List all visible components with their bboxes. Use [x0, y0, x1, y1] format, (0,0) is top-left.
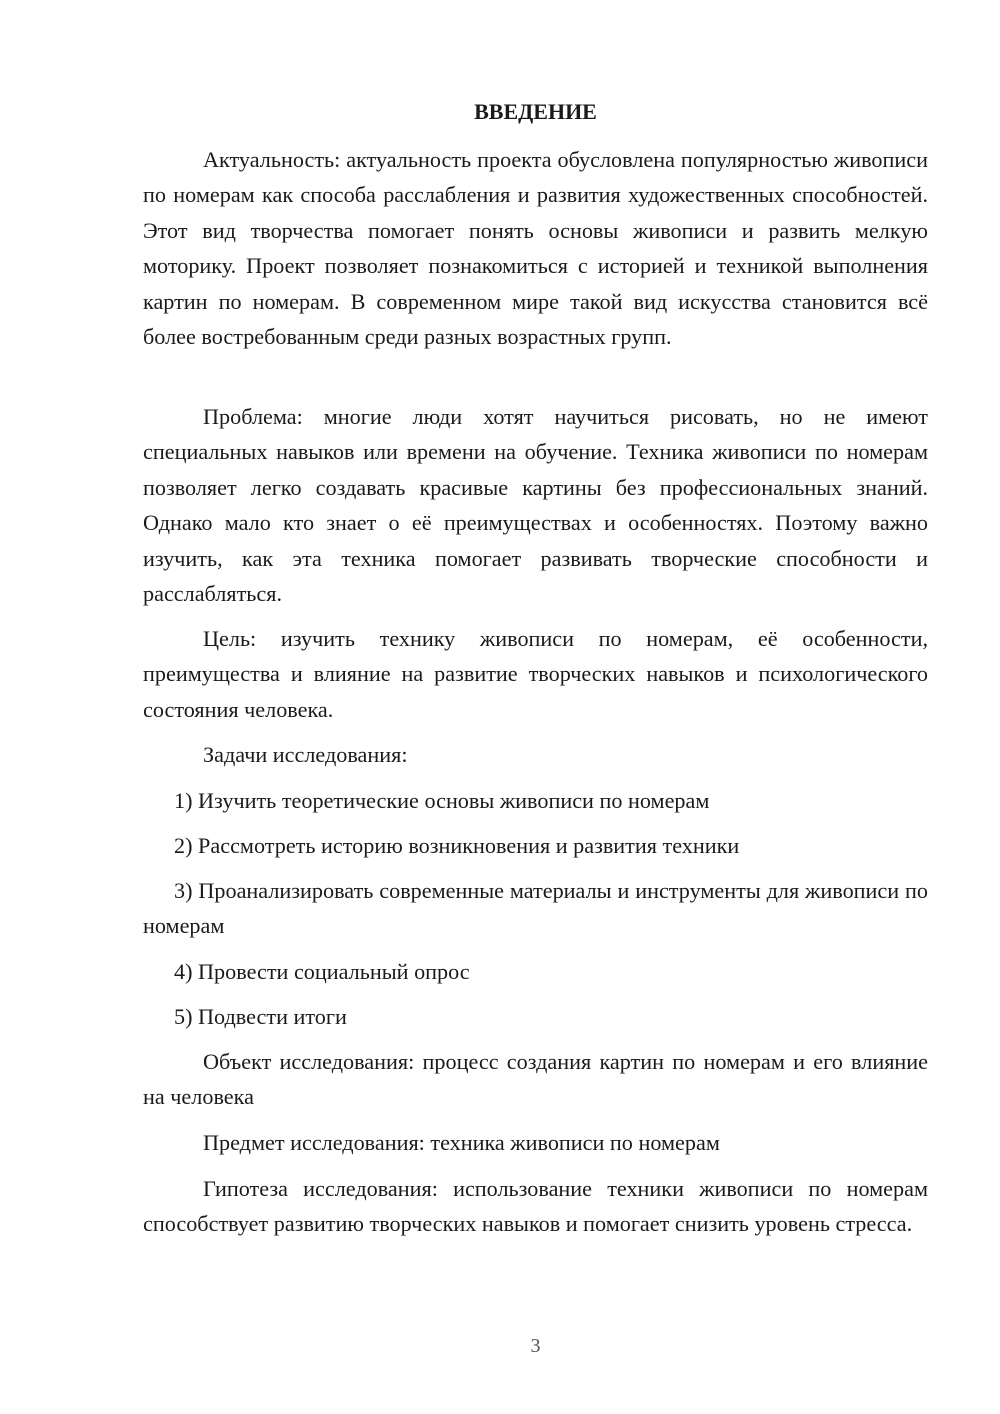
section-heading: ВВЕДЕНИЕ [474, 99, 597, 124]
paragraph-relevance: Актуальность: актуальность проекта обусловлена популярностью живописи по номерам как способа расслабления и развития художественных способностей. Этот вид творчества помогает понять основы живописи и развить мелкую моторику. Проект позволяет познакомиться с историей и техникой выполнения картин по номерам. В современном мире такой вид искусства становится всё более востребованным среди разных возрастных групп. [143, 147, 928, 350]
paragraph-object: Объект исследования: процесс создания картин по номерам и его влияние на человека [143, 1049, 928, 1110]
task-item-4: 4) Провести социальный опрос [174, 959, 470, 984]
paragraph-subject: Предмет исследования: техника живописи по номерам [203, 1130, 720, 1155]
task-item-2: 2) Рассмотреть историю возникновения и развития техники [174, 833, 740, 858]
task-item-5: 5) Подвести итоги [174, 1004, 347, 1029]
task-item-3: 3) Проанализировать современные материалы и инструменты для живописи по номерам [143, 878, 928, 939]
paragraph-hypothesis: Гипотеза исследования: использование техники живописи по номерам способствует развитию творческих навыков и помогает снизить уровень стресса. [143, 1176, 928, 1237]
tasks-heading: Задачи исследования: [203, 742, 408, 767]
task-item-1: 1) Изучить теоретические основы живописи по номерам [174, 788, 710, 813]
paragraph-problem: Проблема: многие люди хотят научиться рисовать, но не имеют специальных навыков или времени на обучение. Техника живописи по номерам позволяет легко создавать красивые картины без профессиональных знаний. Однако мало кто знает о её преимуществах и особенностях. Поэтому важно изучить, как эта техника помогает развивать творческие способности и расслабляться. [143, 404, 928, 607]
page-number: 3 [530, 1335, 541, 1357]
paragraph-goal: Цель: изучить технику живописи по номерам, её особенности, преимущества и влияние на развитие творческих навыков и психологического состояния человека. [143, 626, 928, 722]
document-page [143, 0, 928, 1414]
